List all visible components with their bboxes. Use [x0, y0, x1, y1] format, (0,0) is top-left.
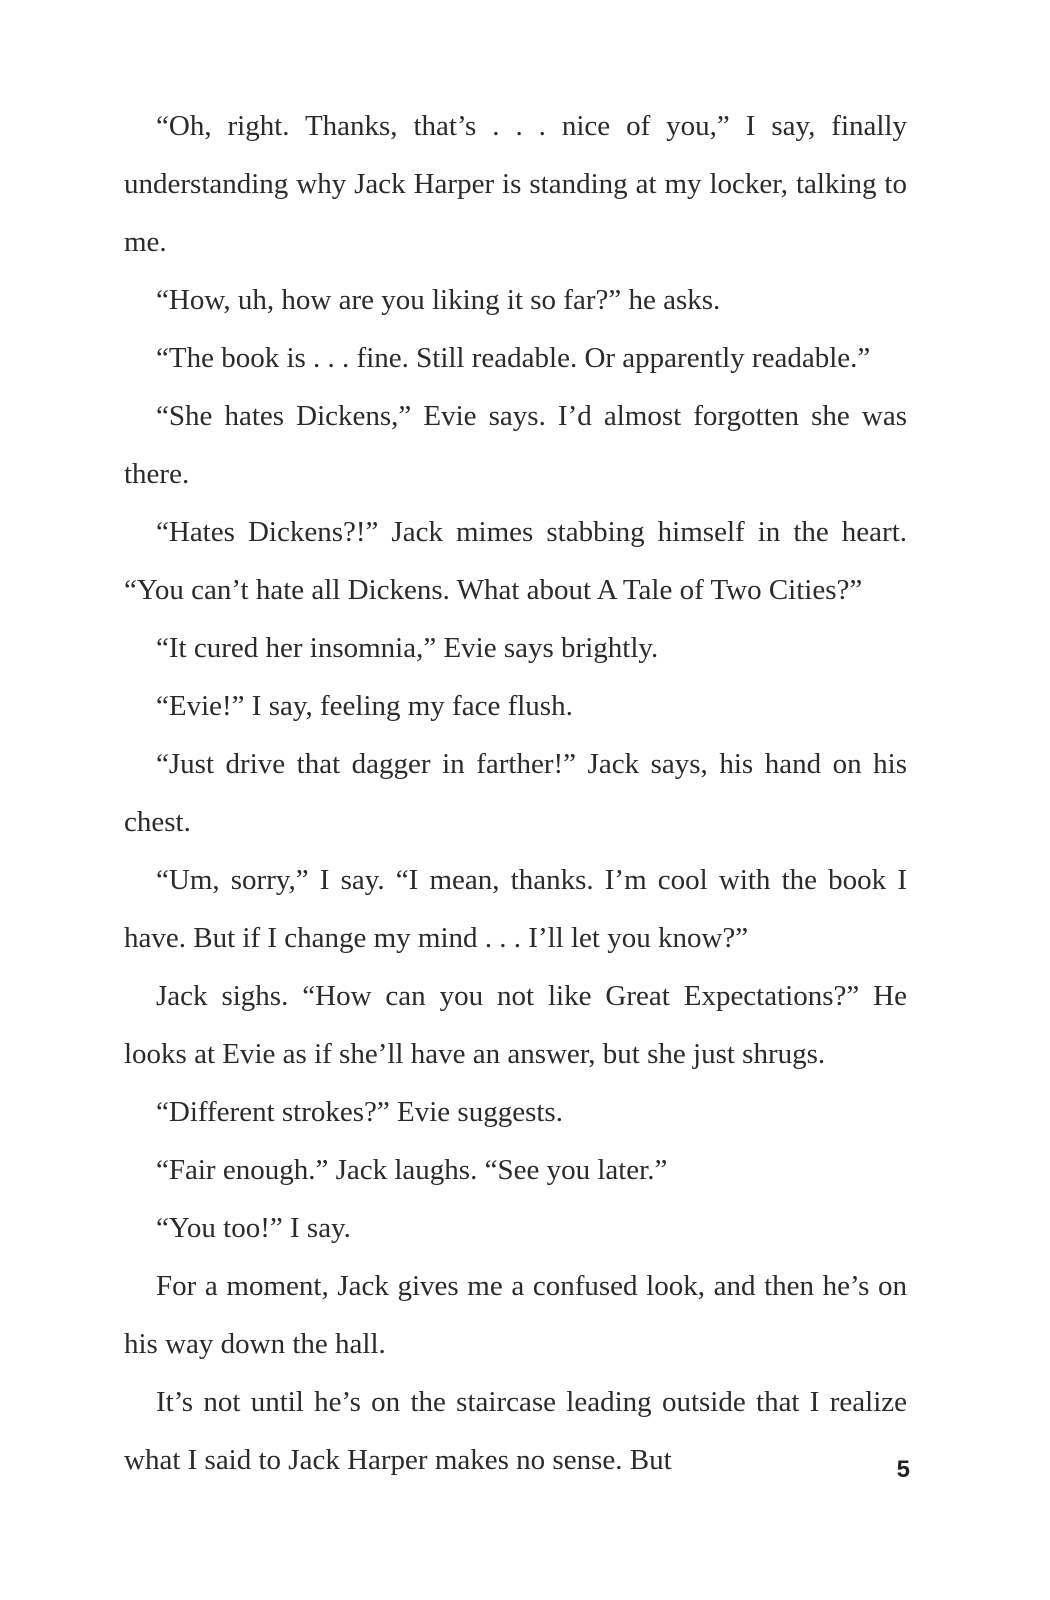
paragraph: “Just drive that dagger in farther!” Jack says, his hand on his chest.	[124, 748, 907, 838]
body-text	[124, 97, 907, 1489]
page-number: 5	[896, 1456, 910, 1483]
paragraph: For a moment, Jack gives me a confused look, and then he’s on his way down the hall.	[124, 1270, 907, 1360]
paragraph: “Um, sorry,” I say. “I mean, thanks. I’m cool with the book I have. But if I change my mind . . . I’ll let you know?”	[124, 864, 907, 954]
paragraph: “The book is . . . fine. Still readable. Or apparently readable.”	[156, 342, 871, 374]
paragraph: “How, uh, how are you liking it so far?” he asks.	[156, 284, 721, 316]
paragraph: “She hates Dickens,” Evie says. I’d almost forgotten she was there.	[124, 400, 907, 490]
paragraph: It’s not until he’s on the staircase leading outside that I realize what I said to Jack Harper makes no sense. But	[124, 1386, 907, 1476]
paragraph: “Evie!” I say, feeling my face flush.	[156, 690, 573, 722]
paragraph: “Oh, right. Thanks, that’s . . . nice of you,” I say, finally understanding why Jack Harper is standing at my locker, talking to me.	[124, 110, 907, 258]
paragraph: “Hates Dickens?!” Jack mimes stabbing himself in the heart. “You can’t hate all Dickens. What about A Tale of Two Cities?”	[124, 516, 907, 606]
paragraph: “You too!” I say.	[156, 1212, 351, 1244]
paragraph: “It cured her insomnia,” Evie says brightly.	[156, 632, 659, 664]
paragraph: “Different strokes?” Evie suggests.	[156, 1096, 563, 1128]
paragraph: “Fair enough.” Jack laughs. “See you later.”	[156, 1154, 668, 1186]
paragraph: Jack sighs. “How can you not like Great Expectations?” He looks at Evie as if she’ll have an answer, but she just shrugs.	[124, 980, 907, 1070]
